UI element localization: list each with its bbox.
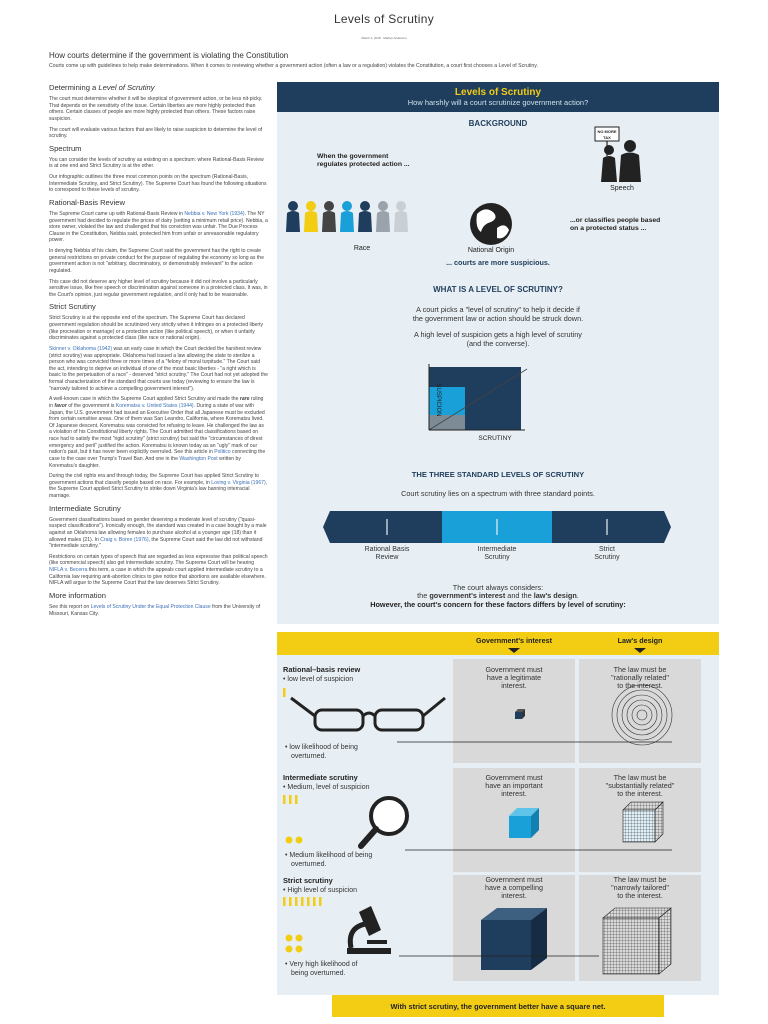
more-p1: See this report on Levels of Scrutiny Under the Equal Protection Clause from the University of Missouri, Kansas City. — [49, 603, 261, 617]
strict-p1: Strict Scrutiny is at the opposite end of the spectrum. The Supreme Court has declared government regulation should be scrutinized very strictly when it infringes on a protected liberty (like procreation or marriage) or a protection action (like political speech), or when it unfairly discriminates against a protected class (like race or national origin). — [49, 315, 264, 342]
national-origin-label: National Origin — [467, 247, 515, 254]
determining-p2: The court will evaluate various factors that are likely to raise suspicion to determine the level of scrutiny. — [49, 126, 263, 140]
rational-heading: Rational-Basis Review — [49, 197, 125, 207]
globe-icon — [470, 203, 512, 245]
footer-text: With strict scrutiny, the government better have a square net. — [390, 1002, 606, 1011]
spectrum-heading: Spectrum — [49, 143, 82, 153]
row2-interest-2: have an important — [485, 781, 543, 790]
strict-p3: A well-known case in which the Supreme Court applied Strict Scrutiny and made the rare ruling in favor of the government is Korematsu v. United States (1944). During a state of war with Japan, the U.S. government had issued an Executive Order that all Japanese must be excluded from certain sensitive areas. One of them was San Leandro, California, where Korematsu lived. Of Japanese descent, Korematsu was convicted for refusing to leave. He challenged the law as a violation of his Constitutional liberty rights. The Court admitted that classifications based on race had to satisfy the most "rigid scrutiny" (strict scrutiny) but said the "circumstances of direst emergency and peril" justified the action. Korematsu is known today as an "ugly" mark of our nation's past, but it has never been explicitly overruled. See this article in Politico connecting the case to the case over Trump's Travel Ban. And one in the Washington Post written by Korematsu's daughter. — [49, 396, 266, 469]
rational-p2: In denying Nebbia of his claim, the Supreme Court said the government has the right to create general restrictions on private conduct for the purpose of regulating the economy so long as the government action is not "arbitrary, discriminatory, or demonstrably irrelevant" to the action regulated. — [49, 248, 264, 274]
row3-design-3: to the interest. — [617, 891, 663, 900]
row1-likelihood-1: • low likelihood of being — [285, 744, 358, 751]
background-heading: BACKGROUND — [468, 119, 528, 128]
what-p1-line1: A court picks a "level of scrutiny" to help it decide if — [416, 305, 580, 314]
sign-text-2: TAX — [603, 135, 611, 140]
large-cube-icon — [481, 908, 547, 970]
row3-design-1: The law must be — [613, 875, 667, 884]
row1-interest-3: interest. — [501, 681, 527, 690]
determining-heading: Determining a Level of Scrutiny — [49, 83, 155, 92]
when-gov-line2: regulates protected action ... — [317, 161, 410, 168]
skinner-link[interactable]: Skinner v. Oklahoma (1942) — [49, 345, 113, 352]
korematsu-link[interactable]: Korematsu v. United States (1944) — [115, 402, 194, 409]
intro-paragraph: Courts come up with guidelines to help make determinations. When it comes to reviewing whether a government action (often a law or a regulation) violates the Constitution, a court first chooses a Level of Scrutiny. — [49, 63, 538, 69]
square-net-icon — [603, 908, 671, 974]
spectrum-label-intermediate-1: Intermediate — [477, 546, 517, 553]
row1-design-1: The law must be — [613, 665, 667, 674]
craig-link[interactable]: Craig v. Boren (1976) — [100, 536, 149, 543]
what-p1-line2: the government law or action should be struck down. — [412, 314, 584, 323]
considers-line1: The court always considers: — [452, 583, 544, 592]
intermediate-heading: Intermediate Scrutiny — [49, 503, 121, 513]
strict-p2: Skinner v. Oklahoma (1942) was an early case in which the Court decided the harshest review (strict scrutiny) was appropriate. Oklahoma had issued a law allowing the state to sterilize a person who was convicted three or more times of a "felony of moral turpitude." The Court said the act, intending to deprive an individual of one of the most basic liberties - "a right which is basic to the perpetuation of a race" - deserved "strict scrutiny." The Court had not yet adopted the formal characterization of the standard that courts use today (reviewing to ensure the law is "narrowly tailored to achieve a compelling government interest"). — [49, 345, 269, 392]
row3-design-2: "narrowly tailored" — [611, 883, 669, 892]
row2-design-1: The law must be — [613, 773, 667, 782]
row3-suspicion: • High level of suspicion — [283, 887, 358, 894]
three-sub: Court scrutiny lies on a spectrum with three standard points. — [401, 489, 595, 498]
umkc-report-link[interactable]: Levels of Scrutiny Under the Equal Protection Clause — [90, 603, 211, 610]
washington-post-link[interactable]: Washington Post — [179, 455, 218, 462]
determining-p1: The court must determine whether it will be skeptical of government action, or be less nit-picky. That depends on the sensitivity of the issue. Certain liberties are more highly protected than others. Certain classes of people are more highly protected than others. These factors raise suspicion. — [49, 96, 263, 122]
three-heading: THE THREE STANDARD LEVELS OF SCRUTINY — [411, 470, 585, 479]
row2-design-2: "substantially related" — [605, 781, 675, 790]
row2-likelihood-2: overturned. — [291, 861, 327, 868]
spectrum-label-rational-2: Review — [375, 554, 399, 561]
spectrum-bar — [323, 511, 671, 543]
spectrum-label-rational-1: Rational Basis — [364, 546, 410, 553]
when-gov-line1: When the government — [317, 153, 389, 160]
infographic — [277, 82, 719, 1024]
sign-text-1: NO MORE — [597, 129, 617, 134]
spectrum-label-strict-1: Strict — [599, 546, 615, 553]
banner-title: Levels of Scrutiny — [454, 87, 542, 98]
row1-title: Rational–basis review — [283, 665, 361, 674]
row1-suspicion: • low level of suspicion — [283, 676, 354, 683]
row1-interest-1: Government must — [485, 665, 543, 674]
row2-likelihood-1: • Medium likelihood of being — [285, 852, 373, 859]
row2-suspicion: • Medium, level of suspicion — [283, 784, 370, 791]
row3-interest-1: Government must — [485, 875, 543, 884]
suspicion-scrutiny-chart — [429, 364, 527, 442]
strict-heading: Strict Scrutiny — [49, 302, 96, 312]
row3-likelihood-1: • Very high likelihood of — [285, 961, 358, 968]
spectrum-p1: You can consider the levels of scrutiny as existing on a spectrum: where Rational-Basis Review is at one end and Strict Scrutiny is at the other. — [49, 156, 264, 170]
row2-interest-1: Government must — [485, 773, 543, 782]
classifies-line1: ...or classifies people based — [570, 217, 661, 224]
chart-xlabel: SCRUTINY — [478, 435, 512, 442]
medium-cube-icon — [509, 808, 539, 838]
spectrum-p2: Our infographic outlines the three most common points on the spectrum (Rational-Basis, Intermediate Scrutiny, and Strict Scrutiny). The Supreme Court has found the following situations to correspond to these levels of scrutiny. — [49, 174, 267, 194]
row2-design-3: to the interest. — [617, 789, 663, 798]
byline: March 1, 2018 · Marilyn Anderson — [361, 36, 407, 40]
loving-link[interactable]: Loving v. Virginia (1967) — [211, 479, 266, 486]
politico-link[interactable]: Politico — [214, 449, 231, 456]
main-heading: How courts determine if the government is violating the Constitution — [49, 51, 289, 60]
row1-design-2: "rationally related" — [611, 673, 669, 682]
strict-p4: During the civil rights era and through today, the Supreme Court has applied Strict Scrutiny to government actions that classify people based on race. For example, in Loving v. Virginia (1967), the Supreme Court applied Strict Scrutiny to strike down Virginia's law banning interracial marriage. — [49, 473, 268, 499]
row3-likelihood-2: being overturned. — [291, 970, 346, 977]
row1-design-3: to the interest. — [617, 681, 663, 690]
small-cube-icon — [515, 709, 525, 719]
intermediate-p1: Government classifications based on gender deserving a moderate level of scrutiny ("quasi-suspect classifications"). Ironically enough, the standard was created in a case bought by a male against an Oklahoma law allowing females to purchase alcohol at a younger age (18) than it allowed males (21). In Craig v. Boren (1976), the Supreme Court said the law did not withstand "intermediate scrutiny." — [49, 516, 267, 550]
banner-subtitle: How harshly will a court scrutinize government action? — [407, 98, 589, 107]
intermediate-p2: Restrictions on certain types of speech that are regarded as less expressive than political speech (like commercial speech) also get intermediate scrutiny. The Supreme Court will be hearing NIFLA v. Becerra this term, a case in which the appeals court applied intermediate scrutiny to a California law requiring anti-abortion clinics to give notice that abortions are available elsewhere. NIFLA will argue to the Supreme Court that the law deserves Strict Scrutiny. — [49, 553, 268, 587]
suspicious-text: ... courts are more suspicious. — [446, 258, 550, 267]
article-body — [49, 83, 268, 621]
what-p2-line1: A high level of suspicion gets a high level of scrutiny — [414, 330, 582, 339]
row1-likelihood-2: overturned. — [291, 753, 327, 760]
nebbia-link[interactable]: Nebbia v. New York (1934) — [184, 210, 245, 217]
medium-net-icon — [623, 802, 663, 842]
col-interest-header: Government's interest — [475, 636, 553, 645]
row3-interest-3: interest. — [501, 891, 527, 900]
spectrum-segment-rational — [330, 511, 442, 543]
rational-p3: This case did not deserve any higher level of scrutiny because it did not involve a particularly sensitive issue, like free speech or discrimination against someone in a protected class. It was, in the Court's opinion, just regular government regulation, and it only had to be reasonable. — [49, 278, 268, 298]
nifla-link[interactable]: NIFLA v. Becerra — [49, 567, 88, 573]
page-title: Levels of Scrutiny — [333, 12, 435, 26]
spectrum-segment-strict — [552, 511, 664, 543]
what-p2-line2: (and the converse). — [466, 339, 530, 348]
classifies-line2: on a protected status ... — [570, 225, 647, 232]
what-heading: WHAT IS A LEVEL OF SCRUTINY? — [433, 285, 563, 294]
rational-p1: The Supreme Court came up with Rational-Basis Review in Nebbia v. New York (1934). The NY government had decided to regulate the prices of dairy (setting a minimum retail price). Nebbia, a store owner, violated the law and challenged that his conviction was unfair. The Due Process Clause in the Constitution, Nebbia said, protected him from unfair or unreasonable regulatory power. — [49, 210, 268, 244]
chart-ylabel: SUSPICION — [435, 383, 441, 417]
row3-title: Strict scrutiny — [283, 876, 333, 885]
chart-overlap-area — [429, 415, 465, 430]
considers-line2: the government's interest and the law's design. — [417, 591, 579, 600]
speech-label: Speech — [610, 185, 634, 192]
spectrum-label-strict-2: Scrutiny — [594, 554, 620, 561]
considers-line3: However, the court's concern for these factors differs by level of scrutiny: — [370, 600, 626, 609]
row3-interest-2: have a compelling — [485, 883, 543, 892]
row2-interest-3: interest. — [501, 789, 527, 798]
spectrum-label-intermediate-2: Scrutiny — [484, 554, 510, 561]
row2-title: Intermediate scrutiny — [283, 773, 358, 782]
race-label: Race — [353, 245, 371, 252]
col-design-header: Law's design — [617, 636, 663, 645]
more-heading: More information — [49, 590, 106, 600]
row1-interest-2: have a legitimate — [486, 673, 542, 682]
